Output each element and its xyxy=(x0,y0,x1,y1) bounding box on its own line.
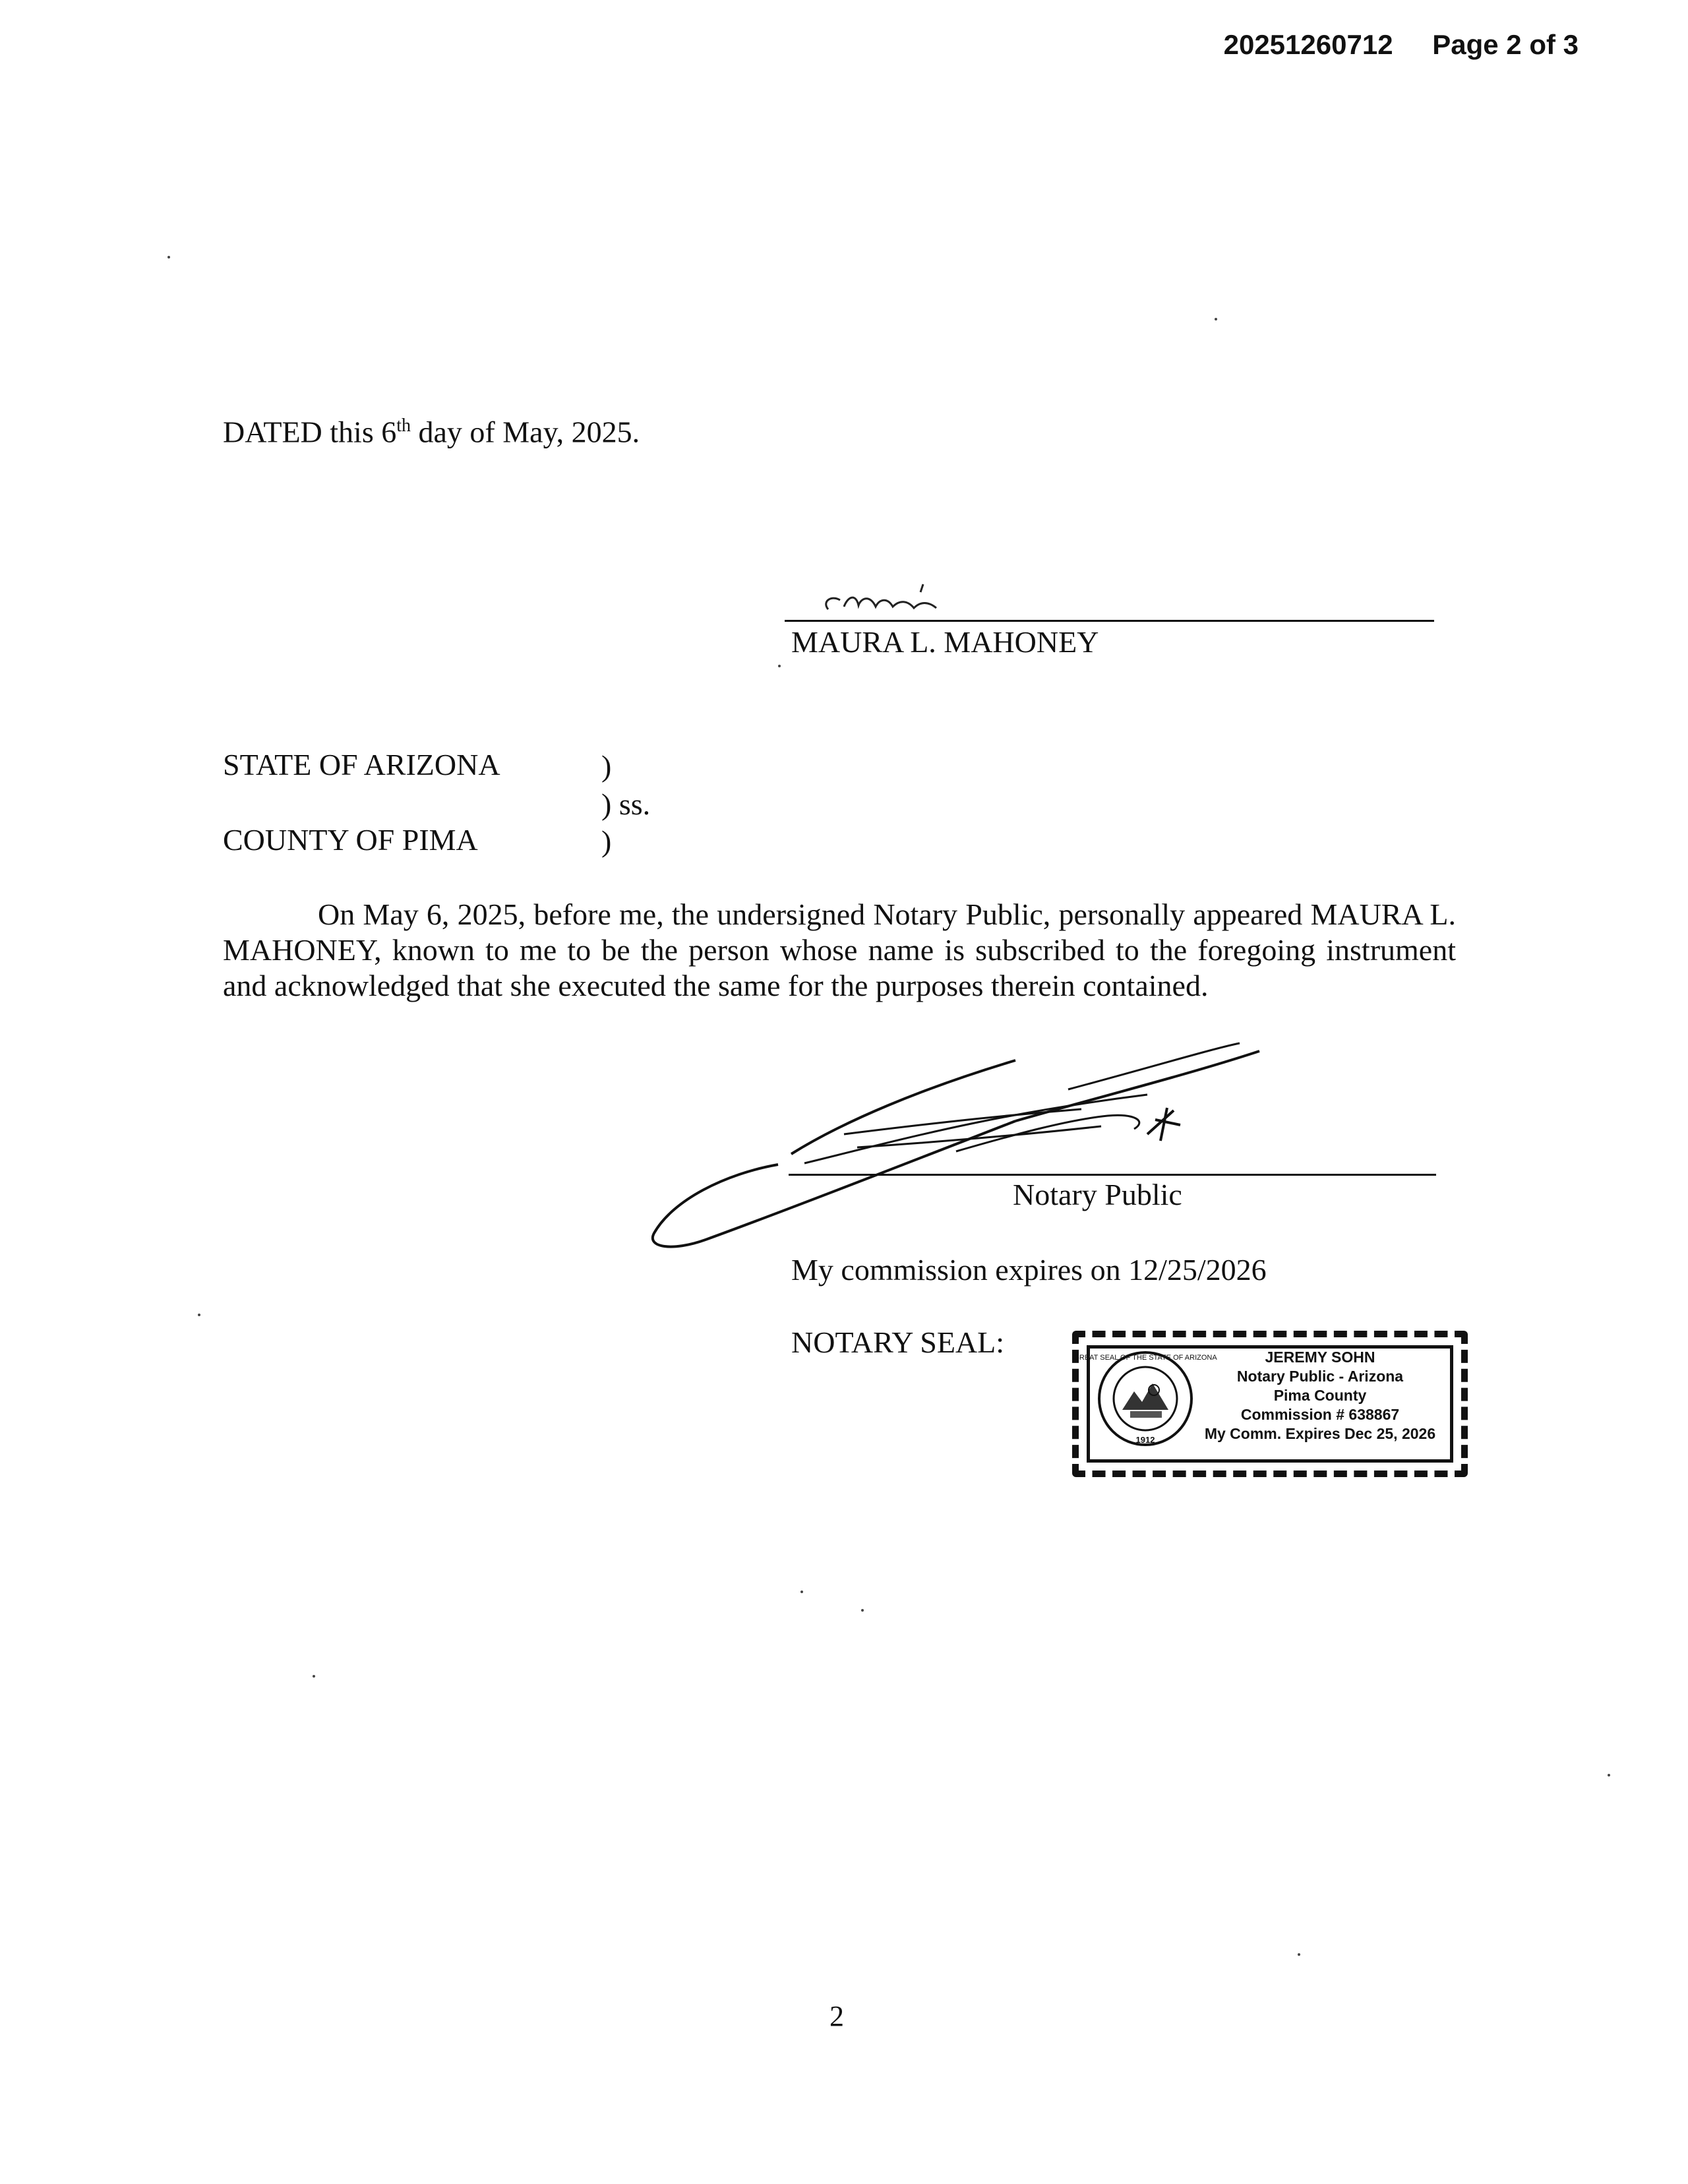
seal-text-block xyxy=(1195,1348,1445,1443)
venue-paren-close: ) xyxy=(601,824,612,858)
scan-speck xyxy=(800,1591,803,1593)
seal-notary-title: Notary Public - Arizona xyxy=(1236,1368,1404,1385)
scan-speck xyxy=(313,1675,315,1678)
arizona-state-seal-icon xyxy=(1073,1349,1217,1448)
seal-expiry: My Comm. Expires Dec 25, 2026 xyxy=(1204,1425,1436,1442)
seal-ring-text: GREAT SEAL OF THE STATE OF ARIZONA xyxy=(1073,1354,1217,1362)
venue-paren-open: ) xyxy=(601,749,612,783)
scan-speck xyxy=(1215,318,1217,320)
dated-line xyxy=(223,408,640,450)
notary-signature-line xyxy=(789,1174,1436,1176)
document-id: 20251260712 xyxy=(1223,29,1393,60)
dated-superscript: th xyxy=(396,415,411,436)
venue-state: STATE OF ARIZONA xyxy=(223,748,500,781)
seal-commission-number: Commission # 638867 xyxy=(1240,1406,1400,1423)
scan-speck xyxy=(778,665,781,667)
page-indicator: Page 2 of 3 xyxy=(1432,29,1579,60)
scan-speck xyxy=(1298,1953,1300,1956)
acknowledgment-paragraph: On May 6, 2025, before me, the undersigned Notary Public, personally appeared MAURA L. MAHONEY, known to me to be the person whose name is subscribed to the foregoing instrument and acknowledged that she executed the same for the purposes therein contained. xyxy=(223,897,1456,1002)
notary-signature xyxy=(646,1042,1332,1259)
document-header xyxy=(1192,29,1579,61)
seal-year: 1912 xyxy=(1135,1435,1155,1445)
signer-name: MAURA L. MAHONEY xyxy=(791,625,1099,659)
dated-suffix: day of May, 2025. xyxy=(411,415,640,449)
signer-signature-line xyxy=(785,620,1434,622)
seal-county: Pima County xyxy=(1273,1387,1367,1404)
scan-speck xyxy=(167,256,170,258)
dated-prefix: DATED this 6 xyxy=(223,415,397,449)
scan-speck xyxy=(198,1314,200,1316)
notary-seal-stamp xyxy=(1072,1331,1468,1477)
scan-speck xyxy=(1608,1774,1610,1776)
signer-signature xyxy=(815,568,973,621)
page-number: 2 xyxy=(829,2000,844,2032)
venue-ss: ) ss. xyxy=(601,787,651,821)
commission-expiry: My commission expires on 12/25/2026 xyxy=(791,1253,1267,1287)
venue-county: COUNTY OF PIMA xyxy=(223,823,478,857)
seal-notary-name: JEREMY SOHN xyxy=(1265,1349,1375,1366)
notary-public-label: Notary Public xyxy=(1013,1178,1182,1211)
scan-speck xyxy=(861,1609,864,1612)
notary-seal-label: NOTARY SEAL: xyxy=(791,1325,1005,1359)
